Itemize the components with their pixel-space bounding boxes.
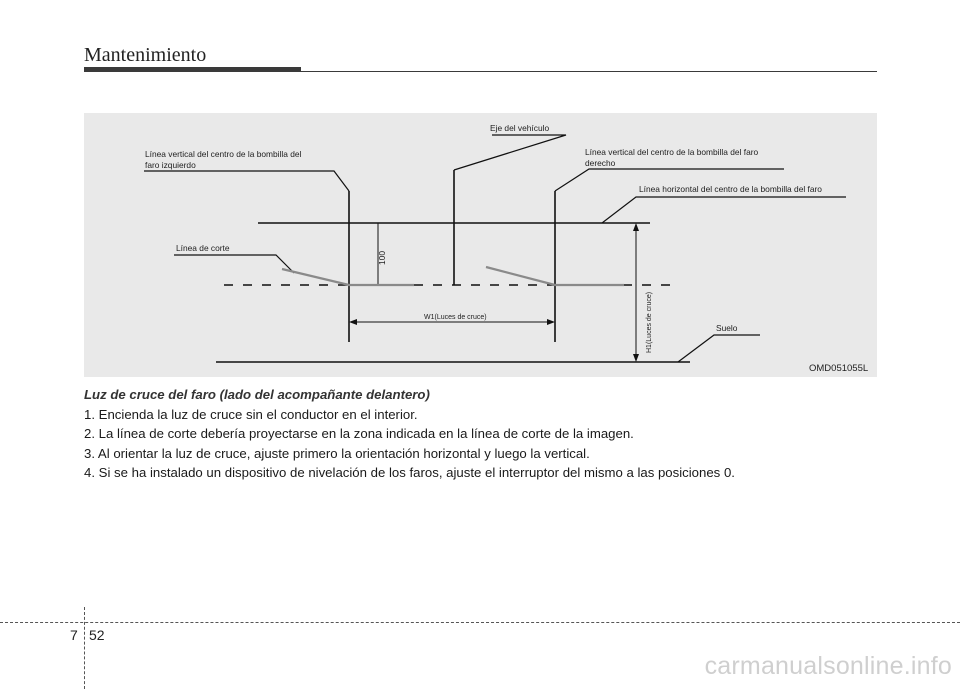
footer-divider-horizontal xyxy=(0,622,960,624)
label-h1: H1(Luces de cruce) xyxy=(646,291,653,353)
instructions-block xyxy=(84,385,877,483)
label-dimension-100: 100 xyxy=(377,251,387,265)
h1-arrow-top xyxy=(633,223,639,231)
label-right-vertical-1: Línea vertical del centro de la bombilla del faro xyxy=(585,147,759,157)
instructions-heading: Luz de cruce del faro (lado del acompañante delantero) xyxy=(84,387,430,402)
instruction-step: 4. Si se ha instalado un dispositivo de nivelación de los faros, ajuste el interruptor del mismo a las posiciones 0. xyxy=(84,465,735,480)
label-ground: Suelo xyxy=(716,323,738,333)
w1-arrow-right xyxy=(547,319,555,325)
h1-arrow-bottom xyxy=(633,354,639,362)
diagram-svg xyxy=(84,113,877,377)
watermark: carmanualsonline.info xyxy=(704,652,952,680)
footer-divider-vertical xyxy=(84,607,86,689)
leader-horizontal-center xyxy=(602,197,846,223)
instruction-step: 1. Encienda la luz de cruce sin el conductor en el interior. xyxy=(84,406,418,422)
figure-code: OMD051055L xyxy=(809,363,869,374)
left-cutoff-pattern xyxy=(282,269,414,285)
label-left-vertical-1: Línea vertical del centro de la bombilla del xyxy=(145,149,302,159)
leader-left-vertical xyxy=(144,171,349,191)
chapter-number: 7 xyxy=(70,627,78,643)
section-title: Mantenimiento xyxy=(84,44,207,66)
instruction-step: 2. La línea de corte debería proyectarse en la zona indicada en la línea de corte de la imagen. xyxy=(84,426,634,441)
leader-ground xyxy=(678,335,760,362)
leader-vehicle-axis xyxy=(454,135,566,170)
w1-arrow-left xyxy=(349,319,357,325)
label-vehicle-axis: Eje del vehículo xyxy=(490,123,550,133)
label-horizontal-center: Línea horizontal del centro de la bombilla del faro xyxy=(639,184,822,194)
headlight-aiming-diagram xyxy=(84,113,877,377)
header-rule-thin xyxy=(301,71,877,72)
instruction-step: 3. Al orientar la luz de cruce, ajuste primero la orientación horizontal y luego la vertical. xyxy=(84,445,590,461)
label-w1: W1(Luces de cruce) xyxy=(424,314,487,321)
label-cutoff: Línea de corte xyxy=(176,243,230,253)
label-left-vertical-2: faro izquierdo xyxy=(145,160,196,170)
label-right-vertical-2: derecho xyxy=(585,158,616,168)
page-number: 52 xyxy=(89,627,105,643)
leader-cutoff xyxy=(174,255,294,273)
header-rule-thick xyxy=(84,67,301,72)
